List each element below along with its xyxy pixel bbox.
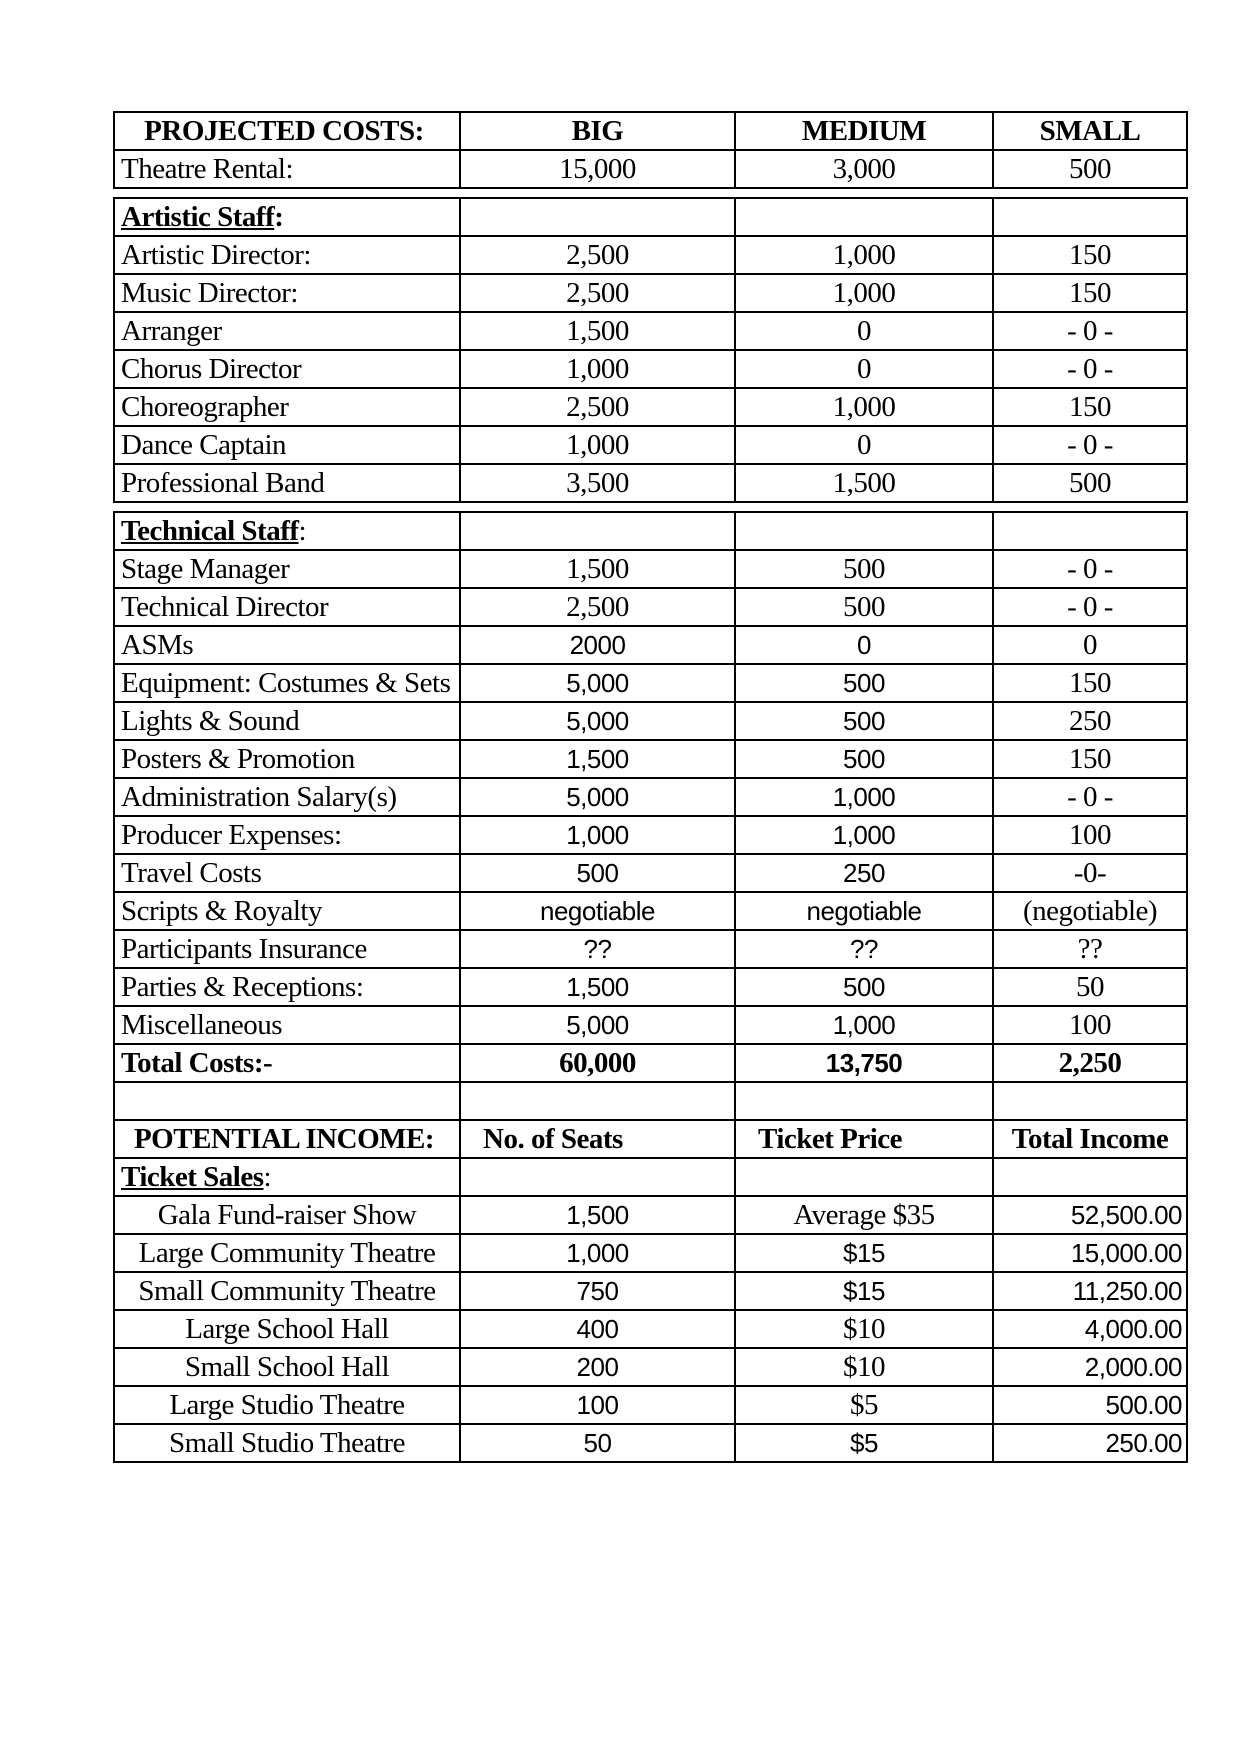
cost-small: -0- [993, 854, 1187, 892]
col-price-header: Ticket Price [735, 1120, 993, 1158]
cost-label: Chorus Director [114, 350, 460, 388]
cost-label: Miscellaneous [114, 1006, 460, 1044]
income-ticket-price: $15 [735, 1234, 993, 1272]
cost-big: 1,500 [460, 312, 735, 350]
cost-small: - 0 - [993, 778, 1187, 816]
cost-medium: 0 [735, 350, 993, 388]
cost-label: Artistic Director: [114, 236, 460, 274]
income-total: 500.00 [993, 1386, 1187, 1424]
cost-big: 1,000 [460, 426, 735, 464]
total-costs-label: Total Costs:- [114, 1044, 460, 1082]
cost-medium: 500 [735, 968, 993, 1006]
col-small-header: SMALL [993, 112, 1187, 150]
income-seats: 50 [460, 1424, 735, 1462]
cost-row [114, 740, 1187, 778]
cost-big: 1,500 [460, 968, 735, 1006]
cost-label: Equipment: Costumes & Sets [114, 664, 460, 702]
technical-staff-heading [114, 512, 460, 550]
cost-small: 100 [993, 816, 1187, 854]
cost-row [114, 274, 1187, 312]
cost-medium: 0 [735, 626, 993, 664]
cost-big: 5,000 [460, 702, 735, 740]
cost-row [114, 236, 1187, 274]
cost-label: Administration Salary(s) [114, 778, 460, 816]
cost-row [114, 626, 1187, 664]
cost-row [114, 426, 1187, 464]
income-ticket-price: $10 [735, 1348, 993, 1386]
cost-label: Posters & Promotion [114, 740, 460, 778]
cost-small: - 0 - [993, 426, 1187, 464]
cost-small: 150 [993, 664, 1187, 702]
cost-medium: ?? [735, 930, 993, 968]
cost-small: 100 [993, 1006, 1187, 1044]
artistic-staff-title: Artistic Staff [121, 201, 275, 233]
income-row [114, 1310, 1187, 1348]
cost-label: Producer Expenses: [114, 816, 460, 854]
cost-medium: 500 [735, 740, 993, 778]
income-seats: 200 [460, 1348, 735, 1386]
theatre-rental-label: Theatre Rental: [114, 150, 460, 188]
costs-header-row [114, 112, 1187, 150]
cost-medium: 0 [735, 426, 993, 464]
separator-row [114, 188, 1187, 198]
col-medium-header: MEDIUM [735, 112, 993, 150]
cost-small: - 0 - [993, 588, 1187, 626]
income-seats: 750 [460, 1272, 735, 1310]
cost-label: ASMs [114, 626, 460, 664]
income-row [114, 1348, 1187, 1386]
budget-table-body [114, 112, 1187, 1462]
income-total: 4,000.00 [993, 1310, 1187, 1348]
blank-row [114, 1082, 1187, 1120]
cost-label: Technical Director [114, 588, 460, 626]
cost-row [114, 778, 1187, 816]
cost-big: 2,500 [460, 274, 735, 312]
cost-label: Choreographer [114, 388, 460, 426]
cost-small: 250 [993, 702, 1187, 740]
cost-label: Participants Insurance [114, 930, 460, 968]
cost-row [114, 550, 1187, 588]
total-costs-medium: 13,750 [735, 1044, 993, 1082]
cost-label: Professional Band [114, 464, 460, 502]
theatre-rental-big: 15,000 [460, 150, 735, 188]
income-ticket-price: $10 [735, 1310, 993, 1348]
income-row [114, 1272, 1187, 1310]
cost-big: ?? [460, 930, 735, 968]
total-costs-big: 60,000 [460, 1044, 735, 1082]
income-header-label: POTENTIAL INCOME: [114, 1120, 460, 1158]
cost-row [114, 892, 1187, 930]
cost-medium: 1,000 [735, 816, 993, 854]
income-venue-label: Small School Hall [114, 1348, 460, 1386]
artistic-staff-heading [114, 198, 460, 236]
cost-big: 1,000 [460, 816, 735, 854]
income-venue-label: Large Studio Theatre [114, 1386, 460, 1424]
total-costs-small: 2,250 [993, 1044, 1187, 1082]
cost-small: - 0 - [993, 350, 1187, 388]
income-ticket-price: $5 [735, 1386, 993, 1424]
income-venue-label: Large Community Theatre [114, 1234, 460, 1272]
cost-small: - 0 - [993, 312, 1187, 350]
cost-small: 0 [993, 626, 1187, 664]
cost-big: 3,500 [460, 464, 735, 502]
cost-row [114, 464, 1187, 502]
technical-staff-heading-row [114, 512, 1187, 550]
cost-small: 150 [993, 388, 1187, 426]
cost-medium: 1,000 [735, 388, 993, 426]
cost-medium: 1,000 [735, 1006, 993, 1044]
income-total: 52,500.00 [993, 1196, 1187, 1234]
cost-row [114, 350, 1187, 388]
cost-row [114, 588, 1187, 626]
col-big-header: BIG [460, 112, 735, 150]
cost-big: 5,000 [460, 778, 735, 816]
income-venue-label: Small Studio Theatre [114, 1424, 460, 1462]
cost-medium: 500 [735, 664, 993, 702]
cost-medium: 1,000 [735, 236, 993, 274]
cost-medium: negotiable [735, 892, 993, 930]
ticket-sales-title: Ticket Sales [121, 1161, 264, 1193]
cost-medium: 500 [735, 702, 993, 740]
cost-row [114, 968, 1187, 1006]
cost-label: Stage Manager [114, 550, 460, 588]
income-seats: 400 [460, 1310, 735, 1348]
cost-small: 150 [993, 740, 1187, 778]
cost-big: 2,500 [460, 236, 735, 274]
income-venue-label: Large School Hall [114, 1310, 460, 1348]
income-ticket-price: Average $35 [735, 1196, 993, 1234]
cost-row [114, 816, 1187, 854]
artistic-staff-colon: : [274, 201, 284, 233]
income-row [114, 1234, 1187, 1272]
income-total: 15,000.00 [993, 1234, 1187, 1272]
cost-row [114, 1006, 1187, 1044]
cost-label: Parties & Receptions: [114, 968, 460, 1006]
cost-label: Travel Costs [114, 854, 460, 892]
col-seats-header: No. of Seats [460, 1120, 735, 1158]
budget-table [113, 111, 1188, 1463]
income-seats: 1,500 [460, 1196, 735, 1234]
cost-small: 150 [993, 274, 1187, 312]
income-row [114, 1424, 1187, 1462]
costs-header-label: PROJECTED COSTS: [114, 112, 460, 150]
theatre-rental-medium: 3,000 [735, 150, 993, 188]
technical-staff-colon: : [298, 515, 307, 547]
cost-label: Arranger [114, 312, 460, 350]
theatre-rental-small: 500 [993, 150, 1187, 188]
cost-medium: 1,000 [735, 778, 993, 816]
income-seats: 100 [460, 1386, 735, 1424]
cost-small: - 0 - [993, 550, 1187, 588]
cost-big: 5,000 [460, 664, 735, 702]
cost-row [114, 388, 1187, 426]
cost-small: ?? [993, 930, 1187, 968]
cost-medium: 500 [735, 588, 993, 626]
theatre-rental-row [114, 150, 1187, 188]
cost-big: 500 [460, 854, 735, 892]
cost-row [114, 664, 1187, 702]
total-costs-row [114, 1044, 1187, 1082]
income-total: 250.00 [993, 1424, 1187, 1462]
income-ticket-price: $5 [735, 1424, 993, 1462]
cost-big: 1,500 [460, 550, 735, 588]
cost-small: 500 [993, 464, 1187, 502]
cost-medium: 500 [735, 550, 993, 588]
cost-medium: 1,000 [735, 274, 993, 312]
cost-small: (negotiable) [993, 892, 1187, 930]
income-row [114, 1196, 1187, 1234]
income-ticket-price: $15 [735, 1272, 993, 1310]
cost-row [114, 312, 1187, 350]
cost-big: 5,000 [460, 1006, 735, 1044]
cost-row [114, 930, 1187, 968]
ticket-sales-colon: : [263, 1161, 272, 1193]
cost-label: Scripts & Royalty [114, 892, 460, 930]
cost-medium: 1,500 [735, 464, 993, 502]
income-total: 11,250.00 [993, 1272, 1187, 1310]
cost-label: Music Director: [114, 274, 460, 312]
ticket-sales-heading [114, 1158, 460, 1196]
cost-big: 2000 [460, 626, 735, 664]
cost-big: 1,500 [460, 740, 735, 778]
cost-medium: 250 [735, 854, 993, 892]
income-row [114, 1386, 1187, 1424]
cost-big: 2,500 [460, 388, 735, 426]
cost-big: 1,000 [460, 350, 735, 388]
col-total-income-header: Total Income [993, 1120, 1187, 1158]
technical-staff-title: Technical Staff [121, 515, 299, 547]
cost-small: 150 [993, 236, 1187, 274]
cost-row [114, 854, 1187, 892]
income-venue-label: Gala Fund-raiser Show [114, 1196, 460, 1234]
separator-row [114, 502, 1187, 512]
cost-big: 2,500 [460, 588, 735, 626]
cost-small: 50 [993, 968, 1187, 1006]
income-seats: 1,000 [460, 1234, 735, 1272]
cost-label: Lights & Sound [114, 702, 460, 740]
cost-label: Dance Captain [114, 426, 460, 464]
ticket-sales-heading-row [114, 1158, 1187, 1196]
cost-big: negotiable [460, 892, 735, 930]
income-header-row [114, 1120, 1187, 1158]
artistic-staff-heading-row [114, 198, 1187, 236]
cost-row [114, 702, 1187, 740]
income-total: 2,000.00 [993, 1348, 1187, 1386]
income-venue-label: Small Community Theatre [114, 1272, 460, 1310]
cost-medium: 0 [735, 312, 993, 350]
